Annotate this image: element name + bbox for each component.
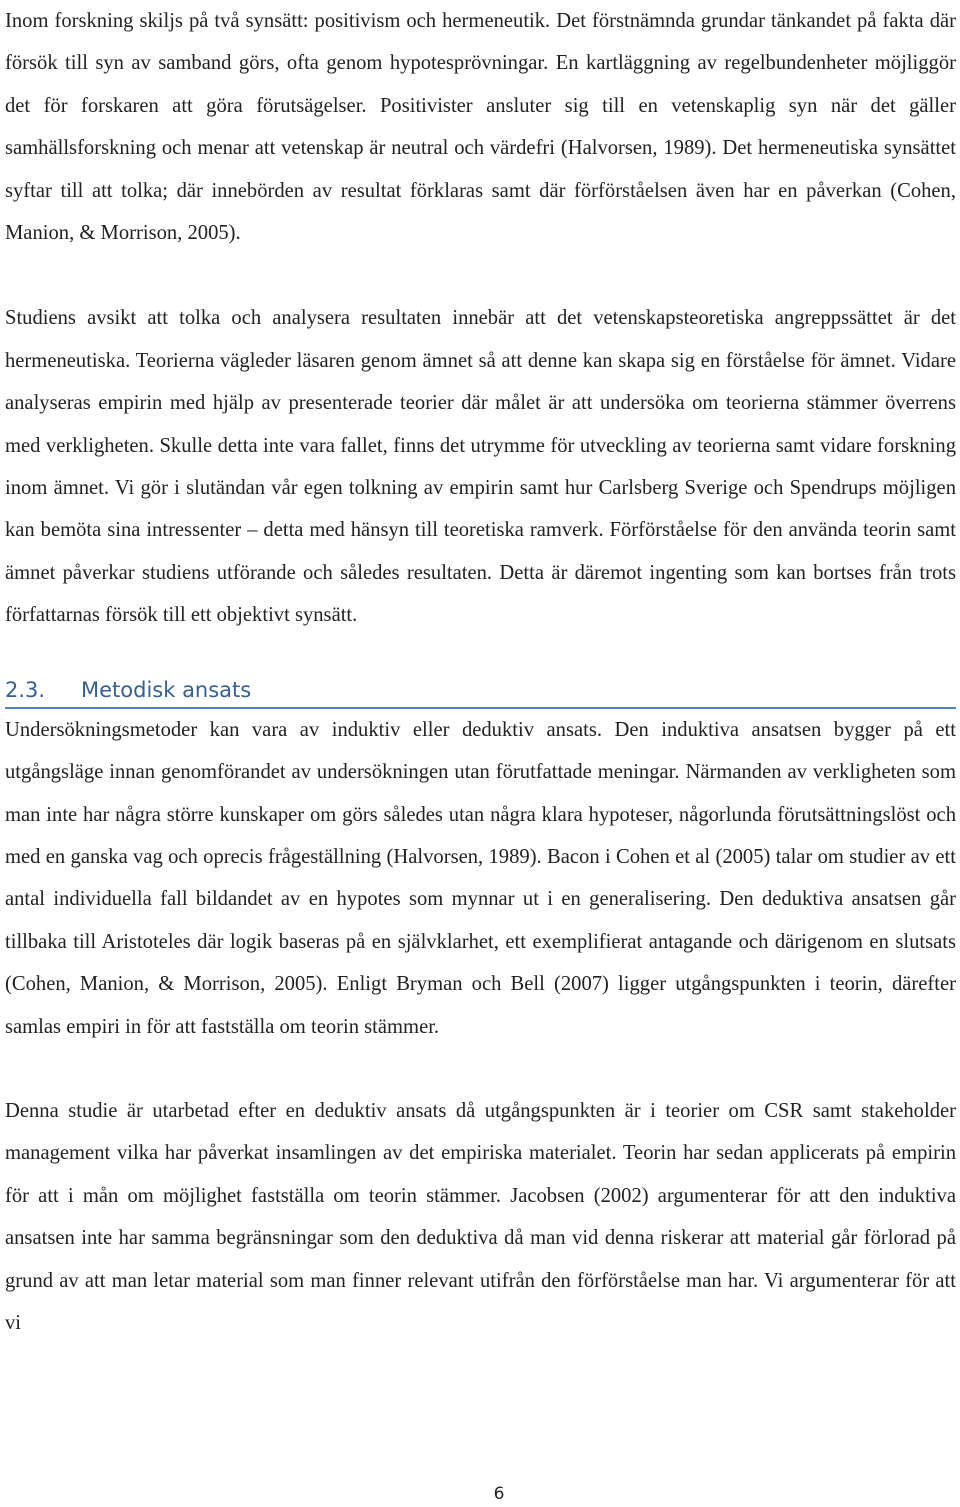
section-heading — [5, 673, 956, 709]
paragraph-study-approach: Studiens avsikt att tolka och analysera resultaten innebär att det vetenskapsteoretiska angreppssättet är det hermeneutiska. Teorierna vägleder läsaren genom ämnet så att denne kan skapa sig en förståelse för ämnet. Vidare analyseras empirin med hjälp av presenterade teorier där målet är att undersöka om teorierna stämmer överrens med verkligheten. Skulle detta inte vara fallet, finns det utrymme för utveckling av teorierna samt vidare forskning inom ämnet. Vi gör i slutändan vår egen tolkning av empirin samt hur Carlsberg Sverige och Spendrups möjligen kan bemöta sina intressenter – detta med hänsyn till teoretiska ramverk. Förförståelse för den använda teorin samt ämnet påverkar studiens utförande och således resultaten. Detta är däremot ingenting som kan bortses från trots författarnas försök till ett objektivt synsätt. — [5, 307, 956, 627]
page-number: 6 — [493, 1484, 505, 1504]
document-page — [5, 0, 956, 1344]
paragraph-inductive-deductive: Undersökningsmetoder kan vara av induktiv eller deduktiv ansats. Den induktiva ansatsen bygger på ett utgångsläge innan genomförandet av undersökningen utan förutfattade meningar. Närmanden av verkligheten som man inte har några större kunskaper om görs således utan några klara hypoteser, någorlunda förutsättningslöst och med en ganska vag och oprecis frågeställning (Halvorsen, 1989). Bacon i Cohen et al (2005) talar om studier av ett antal individuella fall bildandet av en hypotes som mynnar ut i en generalisering. Den deduktiva ansatsen går tillbaka till Aristoteles där logik baseras på en självklarhet, ett exemplifierat antagande och därigenom en slutsats (Cohen, Manion, & Morrison, 2005). Enligt Bryman och Bell (2007) ligger utgångspunkten i teorin, därefter samlas empiri in för att fastställa om teorin stämmer. — [5, 718, 956, 1038]
section-title: Metodisk ansats — [81, 677, 252, 702]
section-number: 2.3. — [5, 677, 46, 702]
paragraph-deductive-study: Denna studie är utarbetad efter en deduktiv ansats då utgångspunkten är i teorier om CSR samt stakeholder management vilka har påverkat insamlingen av det empiriska materialet. Teorin har sedan applicerats på empirin för att i mån om möjlighet fastställa om teorin stämmer. Jacobsen (2002) argumenterar för att den induktiva ansatsen inte har samma begränsningar som den deduktiva då man vid denna riskerar att material går förlorad på grund av att man letar material som man finner relevant utifrån den förförståelse man har. Vi argumenterar för att vi — [5, 1099, 956, 1334]
paragraph-research-perspectives: Inom forskning skiljs på två synsätt: positivism och hermeneutik. Det förstnämnda grundar tänkandet på fakta där försök till syn av samband görs, ofta genom hypotesprövningar. En kartläggning av regelbundenheter möjliggör det för forskaren att göra förutsägelser. Positivister ansluter sig till en vetenskaplig syn när det gäller samhällsforskning och menar att vetenskap är neutral och värdefri (Halvorsen, 1989). Det hermeneutiska synsättet syftar till att tolka; där innebörden av resultat förklaras samt där förförståelsen även har en påverkan (Cohen, Manion, & Morrison, 2005). — [5, 10, 956, 245]
